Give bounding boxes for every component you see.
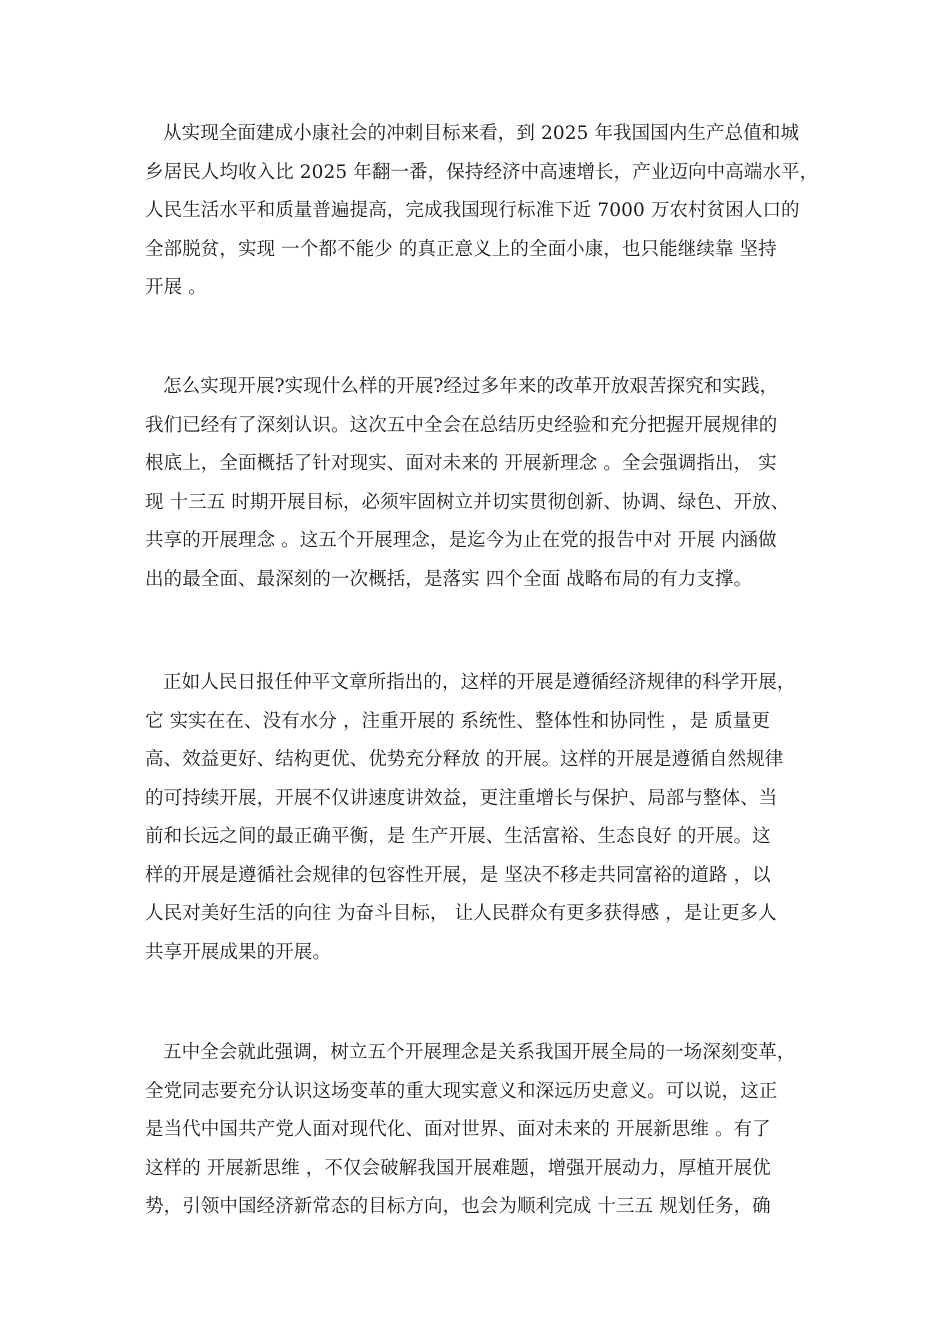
paragraph-line: 出的最全面、最深刻的一次概括，是落实 四个全面 战略布局的有力支撑。 bbox=[145, 568, 753, 590]
paragraph-4 bbox=[145, 1034, 815, 1227]
paragraph-line: 全部脱贫，实现 一个都不能少 的真正意义上的全面小康，也只能继续靠 坚持 bbox=[145, 238, 777, 260]
paragraph-line: 共享的开展理念 。这五个开展理念，是迄今为止在党的报告中对 开展 内涵做 bbox=[145, 530, 777, 551]
paragraph-line: 根底上，全面概括了针对现实、面对未来的 开展新理念 。全会强调指出， 实 bbox=[145, 453, 777, 474]
paragraph-line: 我们已经有了深刻认识。这次五中全会在总结历史经验和充分把握开展规律的 bbox=[145, 414, 778, 436]
paragraph-1 bbox=[145, 115, 819, 308]
paragraph-line: 人民生活水平和质量普遍提高，完成我国现行标准下近 7000 万农村贫困人口的 bbox=[145, 200, 800, 221]
paragraph-line: 从实现全面建成小康社会的冲刺目标来看，到 2025 年我国国内生产总值和城 bbox=[163, 123, 800, 144]
paragraph-line: 样的开展是遵循社会规律的包容性开展，是 坚决不移走共同富裕的道路 ，以 bbox=[145, 864, 771, 886]
paragraph-line: 这样的 开展新思维 ，不仅会破解我国开展难题，增强开展动力，厚植开展优 bbox=[145, 1157, 771, 1179]
paragraph-line: 前和长远之间的最正确平衡，是 生产开展、生活富裕、生态良好 的开展。这 bbox=[145, 826, 771, 847]
paragraph-line: 共享开展成果的开展。 bbox=[145, 941, 332, 963]
paragraph-2 bbox=[145, 368, 815, 599]
paragraph-line: 势，引领中国经济新常态的目标方向，也会为顺利完成 十三五 规划任务，确 bbox=[145, 1196, 771, 1217]
paragraph-line: 正如人民日报任仲平文章所指出的，这样的开展是遵循经济规律的科学开展， bbox=[163, 672, 796, 693]
paragraph-line: 全党同志要充分认识这场变革的重大现实意义和深远历史意义。可以说，这正 bbox=[145, 1080, 778, 1102]
paragraph-line: 乡居民人均收入比 2025 年翻一番，保持经济中高速增长，产业迈向中高端水平， bbox=[145, 161, 819, 183]
paragraph-line: 的可持续开展，开展不仅讲速度讲效益，更注重增长与保护、局部与整体、当 bbox=[145, 787, 778, 809]
paragraph-line: 它 实实在在、没有水分 ，注重开展的 系统性、整体性和协同性 ，是 质量更 bbox=[145, 710, 771, 732]
paragraph-line: 是当代中国共产党人面对现代化、面对世界、面对未来的 开展新思维 。有了 bbox=[145, 1119, 771, 1140]
paragraph-line: 人民对美好生活的向往 为奋斗目标， 让人民群众有更多获得感 ，是让更多人 bbox=[145, 903, 777, 924]
paragraph-3 bbox=[145, 664, 815, 972]
paragraph-line: 五中全会就此强调，树立五个开展理念是关系我国开展全局的一场深刻变革， bbox=[163, 1042, 796, 1063]
paragraph-line: 现 十三五 时期开展目标，必须牢固树立并切实贯彻创新、协调、绿色、开放、 bbox=[145, 491, 790, 513]
paragraph-line: 怎么实现开展?实现什么样的开展?经过多年来的改革开放艰苦探究和实践， bbox=[163, 376, 779, 397]
paragraph-line: 高、效益更好、结构更优、优势充分释放 的开展。这样的开展是遵循自然规律 bbox=[145, 749, 784, 770]
paragraph-line: 开展 。 bbox=[145, 277, 207, 298]
